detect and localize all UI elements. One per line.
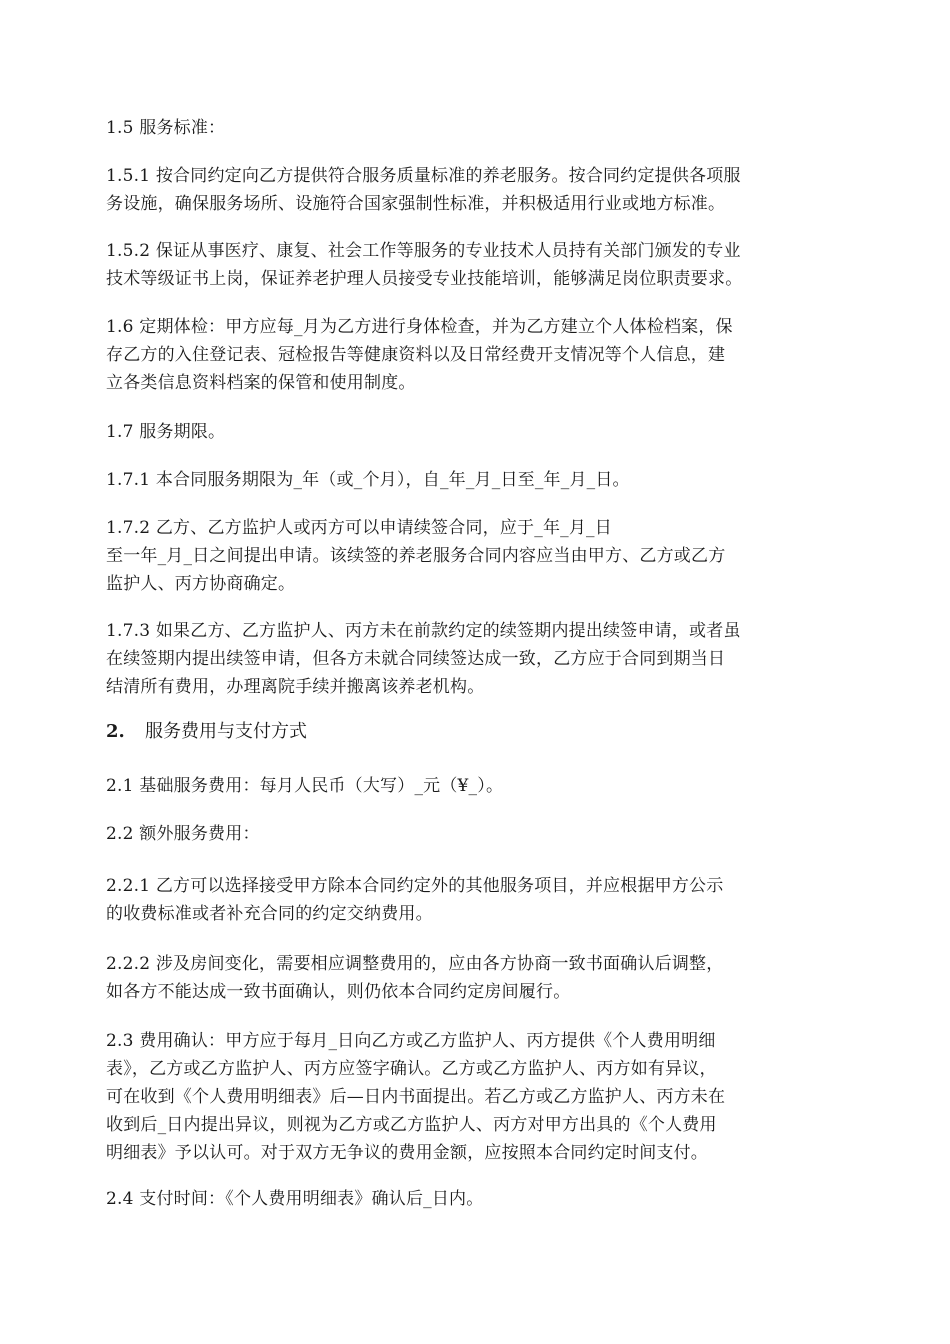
text-line: 收到后_日内提出异议，则视为乙方或乙方监护人、丙方对甲方出具的《个人费用 (106, 1115, 717, 1135)
text-line: 2.4 支付时间：《个人费用明细表》确认后_日内。 (106, 1189, 484, 1209)
text-line: 可在收到《个人费用明细表》后—日内书面提出。若乙方或乙方监护人、丙方未在 (106, 1087, 726, 1107)
text-line: 存乙方的入住登记表、冠检报告等健康资料以及日常经费开支情况等个人信息，建 (106, 345, 726, 365)
clause-1-7 (106, 418, 848, 446)
text-line: 监护人、丙方协商确定。 (106, 574, 296, 594)
clause-1-7-3 (106, 617, 848, 701)
text-line: 明细表》予以认可。对于双方无争议的费用金额，应按照本合同约定时间支付。 (106, 1143, 708, 1163)
text-line: 立各类信息资料档案的保管和使用制度。 (106, 373, 416, 393)
text-line: 2.3 费用确认：甲方应于每月_日向乙方或乙方监护人、丙方提供《个人费用明细 (106, 1031, 716, 1051)
clause-2-2-2 (106, 950, 848, 1006)
text-line: 务设施，确保服务场所、设施符合国家强制性标准，并积极适用行业或地方标准。 (106, 194, 726, 214)
text-line: 2.2.2 涉及房间变化，需要相应调整费用的，应由各方协商一致书面确认后调整， (106, 954, 724, 974)
text-line: 表》，乙方或乙方监护人、丙方应签字确认。乙方或乙方监护人、丙方如有异议， (106, 1059, 717, 1079)
text-line: 结清所有费用，办理离院手续并搬离该养老机构。 (106, 677, 485, 697)
text-line: 1.7.3 如果乙方、乙方监护人、丙方未在前款约定的续签期内提出续签申请，或者虽 (106, 621, 741, 641)
clause-2-4 (106, 1185, 848, 1213)
text-line: 1.5.2 保证从事医疗、康复、社会工作等服务的专业技术人员持有关部门颁发的专业 (106, 241, 741, 261)
section-title: 服务费用与支付方式 (145, 721, 307, 742)
section-heading-2 (106, 718, 307, 746)
text-line: 2.2.1 乙方可以选择接受甲方除本合同约定外的其他服务项目，并应根据甲方公示 (106, 876, 724, 896)
clause-2-3 (106, 1027, 848, 1167)
clause-2-2 (106, 820, 848, 848)
text-line: 1.5 服务标准： (106, 118, 226, 138)
text-line: 1.7.2 乙方、乙方监护人或丙方可以申请续签合同，应于_年_月_日 (106, 518, 612, 538)
clause-2-2-1 (106, 872, 848, 928)
text-line: 2.1 基础服务费用：每月人民币（大写）_元（¥_）。 (106, 776, 504, 796)
clause-1-5-2 (106, 237, 848, 293)
text-line: 1.5.1 按合同约定向乙方提供符合服务质量标准的养老服务。按合同约定提供各项服 (106, 166, 741, 186)
clause-1-7-2 (106, 514, 848, 598)
text-line: 技术等级证书上岗，保证养老护理人员接受专业技能培训，能够满足岗位职责要求。 (106, 269, 743, 289)
text-line: 至一年_月_日之间提出申请。该续签的养老服务合同内容应当由甲方、乙方或乙方 (106, 546, 726, 566)
text-line: 在续签期内提出续签申请，但各方未就合同续签达成一致，乙方应于合同到期当日 (106, 649, 726, 669)
text-line: 1.6 定期体检：甲方应每_月为乙方进行身体检查，并为乙方建立个人体检档案，保 (106, 317, 733, 337)
text-line: 1.7.1 本合同服务期限为_年（或_个月），自_年_月_日至_年_月_日。 (106, 470, 630, 490)
clause-2-1 (106, 772, 848, 800)
text-line: 1.7 服务期限。 (106, 422, 226, 442)
clause-1-6 (106, 313, 848, 397)
section-number: 2. (106, 721, 125, 742)
clause-1-5 (106, 114, 848, 142)
clause-1-5-1 (106, 162, 848, 218)
text-line: 如各方不能达成一致书面确认，则仍依本合同约定房间履行。 (106, 982, 571, 1002)
text-line: 的收费标准或者补充合同的约定交纳费用。 (106, 904, 433, 924)
clause-1-7-1 (106, 466, 848, 494)
text-line: 2.2 额外服务费用： (106, 824, 260, 844)
